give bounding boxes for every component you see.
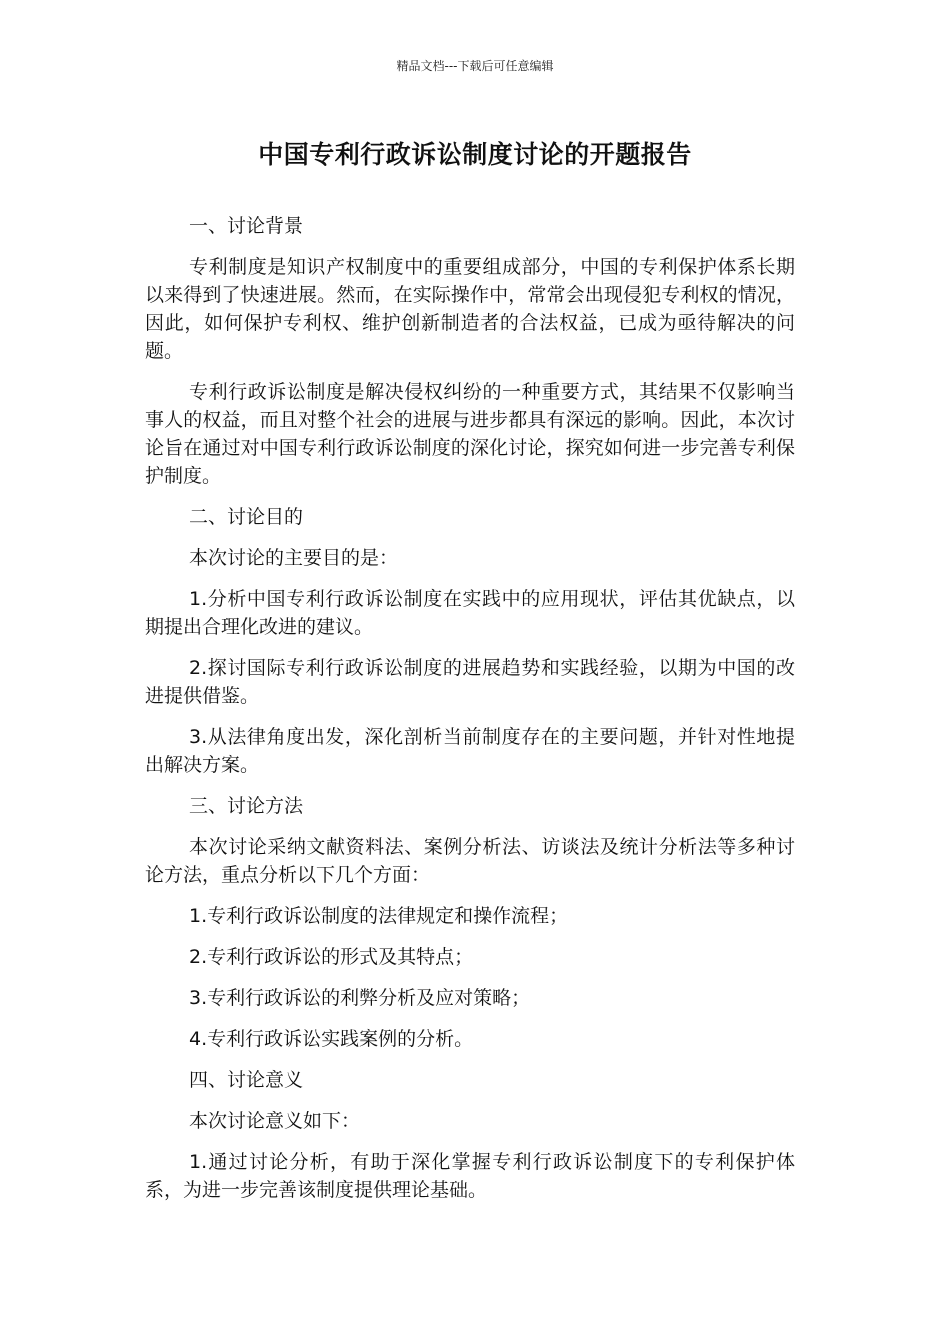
paragraph: 本次讨论意义如下：: [189, 1110, 361, 1132]
list-item: 1.分析中国专利行政诉讼制度在实践中的应用现状，评估其优缺点，以期提出合理化改进的建议。: [145, 588, 795, 638]
page-header: 精品文档---下载后可任意编辑: [396, 59, 554, 73]
list-item: 2.探讨国际专利行政诉讼制度的进展趋势和实践经验，以期为中国的改进提供借鉴。: [145, 657, 795, 707]
paragraph: 本次讨论的主要目的是：: [189, 547, 399, 569]
paragraph: 专利行政诉讼制度是解决侵权纠纷的一种重要方式，其结果不仅影响当事人的权益，而且对整个社会的进展与进步都具有深远的影响。因此，本次讨论旨在通过对中国专利行政诉讼制度的深化讨论，探究如何进一步完善专利保护制度。: [145, 381, 795, 487]
list-item: 3.专利行政诉讼的利弊分析及应对策略；: [189, 987, 531, 1009]
paragraph: 本次讨论采纳文献资料法、案例分析法、访谈法及统计分析法等多种讨论方法，重点分析以下几个方面：: [145, 836, 795, 886]
list-item: 3.从法律角度出发，深化剖析当前制度存在的主要问题，并针对性地提出解决方案。: [145, 726, 795, 776]
list-item: 4.专利行政诉讼实践案例的分析。: [189, 1028, 474, 1050]
list-item: 2.专利行政诉讼的形式及其特点；: [189, 946, 474, 968]
section-heading-method: 三、讨论方法: [189, 795, 304, 817]
list-item: 1.专利行政诉讼制度的法律规定和操作流程；: [189, 905, 569, 927]
section-heading-purpose: 二、讨论目的: [189, 506, 304, 528]
document-body: [145, 212, 795, 1217]
list-item: 1.通过讨论分析，有助于深化掌握专利行政诉讼制度下的专利保护体系，为进一步完善该制度提供理论基础。: [145, 1151, 795, 1201]
section-heading-background: 一、讨论背景: [189, 215, 304, 237]
section-heading-significance: 四、讨论意义: [189, 1069, 304, 1091]
paragraph: 专利制度是知识产权制度中的重要组成部分，中国的专利保护体系长期以来得到了快速进展。然而，在实际操作中，常常会出现侵犯专利权的情况，因此，如何保护专利权、维护创新制造者的合法权益，已成为亟待解决的问题。: [145, 256, 795, 362]
document-title: 中国专利行政诉讼制度讨论的开题报告: [258, 140, 692, 169]
